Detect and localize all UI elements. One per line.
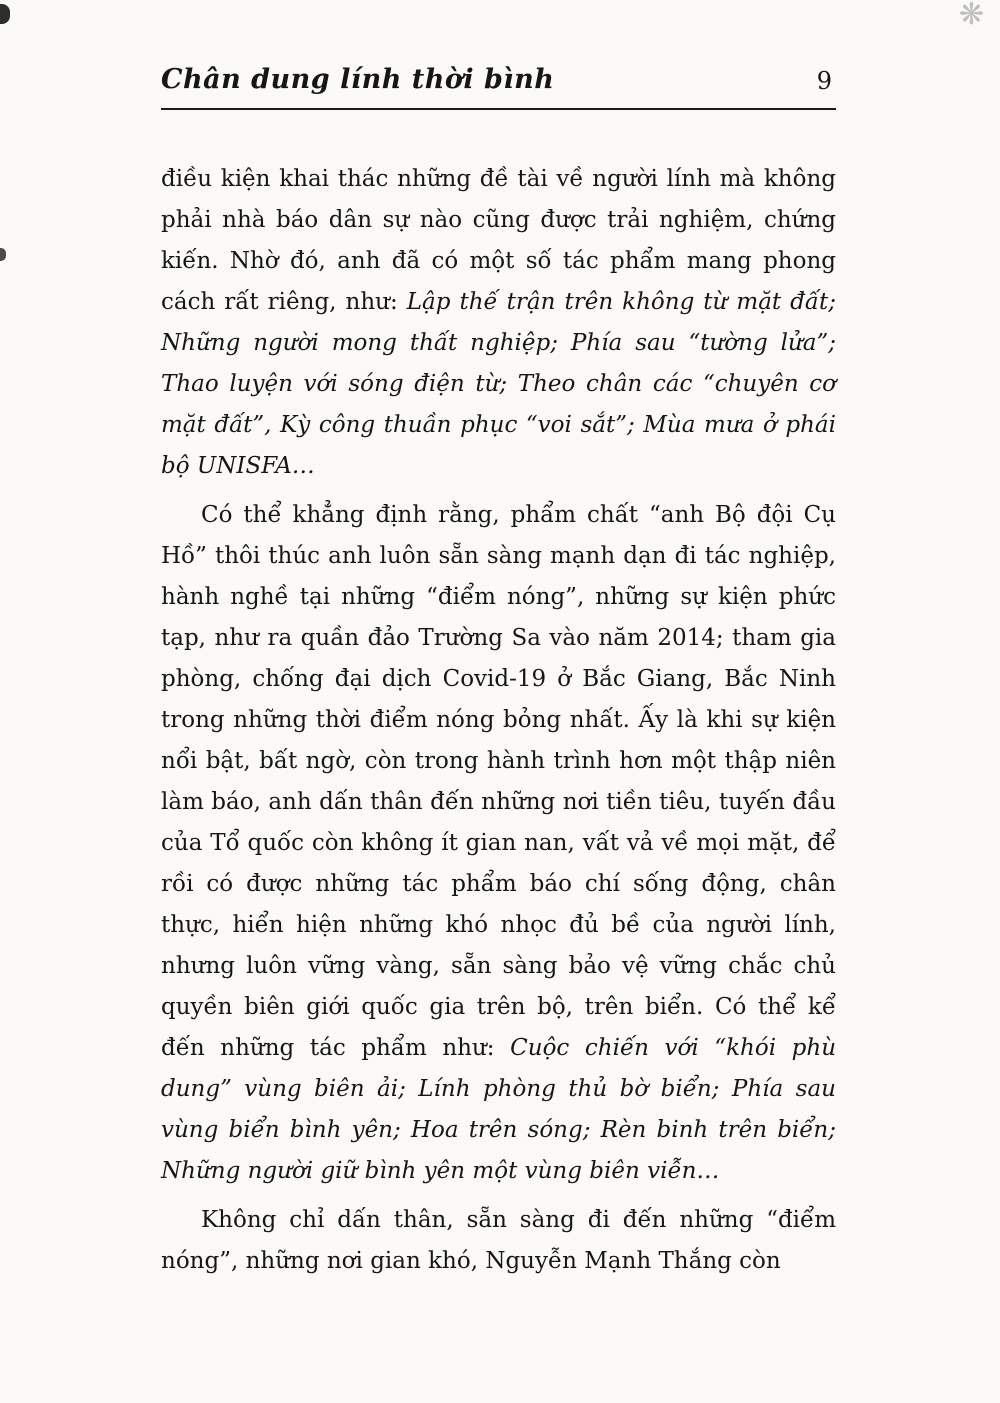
header-title: Chân dung lính thời bình (161, 64, 555, 95)
scan-artifact (0, 248, 6, 261)
flower-ornament-icon: ❋ (958, 0, 984, 32)
paragraph (161, 159, 836, 487)
paragraph (161, 495, 836, 1192)
text-segment: Có thể khẳng định rằng, phẩm chất “anh Bộ đội Cụ Hồ” thôi thúc anh luôn sẵn sàng mạnh dạn đi tác nghiệp, hành nghề tại những “điểm nóng”, những sự kiện phức tạp, như ra quần đảo Trường Sa vào năm 2014; tham gia phòng, chống đại dịch Covid-19 ở Bắc Giang, Bắc Ninh trong những thời điểm nóng bỏng nhất. Ấy là khi sự kiện nổi bật, bất ngờ, còn trong hành trình hơn một thập niên làm báo, anh dấn thân đến những nơi tiền tiêu, tuyến đầu của Tổ quốc còn không ít gian nan, vất vả về mọi mặt, để rồi có được những tác phẩm báo chí sống động, chân thực, hiển hiện những khó nhọc đủ bề của người lính, nhưng luôn vững vàng, sẵn sàng bảo vệ vững chắc chủ quyền biên giới quốc gia trên bộ, trên biển. Có thể kể đến những tác phẩm như: (161, 502, 836, 1061)
text-segment: Lập thế trận trên không từ mặt đất; Những người mong thất nghiệp; Phía sau “tường lửa”; Thao luyện với sóng điện từ; Theo chân các “chuyên cơ mặt đất”, Kỳ công thuần phục “voi sắt”; Mùa mưa ở phái bộ UNISFA… (161, 289, 836, 479)
page-number: 9 (816, 67, 832, 95)
running-header (161, 64, 836, 110)
paragraph (161, 1200, 836, 1282)
scan-artifact (0, 4, 10, 24)
text-segment: Không chỉ dấn thân, sẵn sàng đi đến những “điểm nóng”, những nơi gian khó, Nguyễn Mạnh Thắng còn (161, 1207, 836, 1274)
text-segment: điều kiện khai thác những đề tài về người lính mà không phải nhà báo dân sự nào cũng được trải nghiệm, chứng kiến. Nhờ đó, anh đã có một số tác phẩm mang phong cách rất riêng, như: (161, 166, 836, 315)
page-content (161, 64, 836, 1290)
body-paragraphs (161, 159, 836, 1282)
text-segment: Cuộc chiến với “khói phù dung” vùng biên ải; Lính phòng thủ bờ biển; Phía sau vùng biển bình yên; Hoa trên sóng; Rèn binh trên biển; Những người giữ bình yên một vùng biên viễn… (161, 1035, 837, 1184)
